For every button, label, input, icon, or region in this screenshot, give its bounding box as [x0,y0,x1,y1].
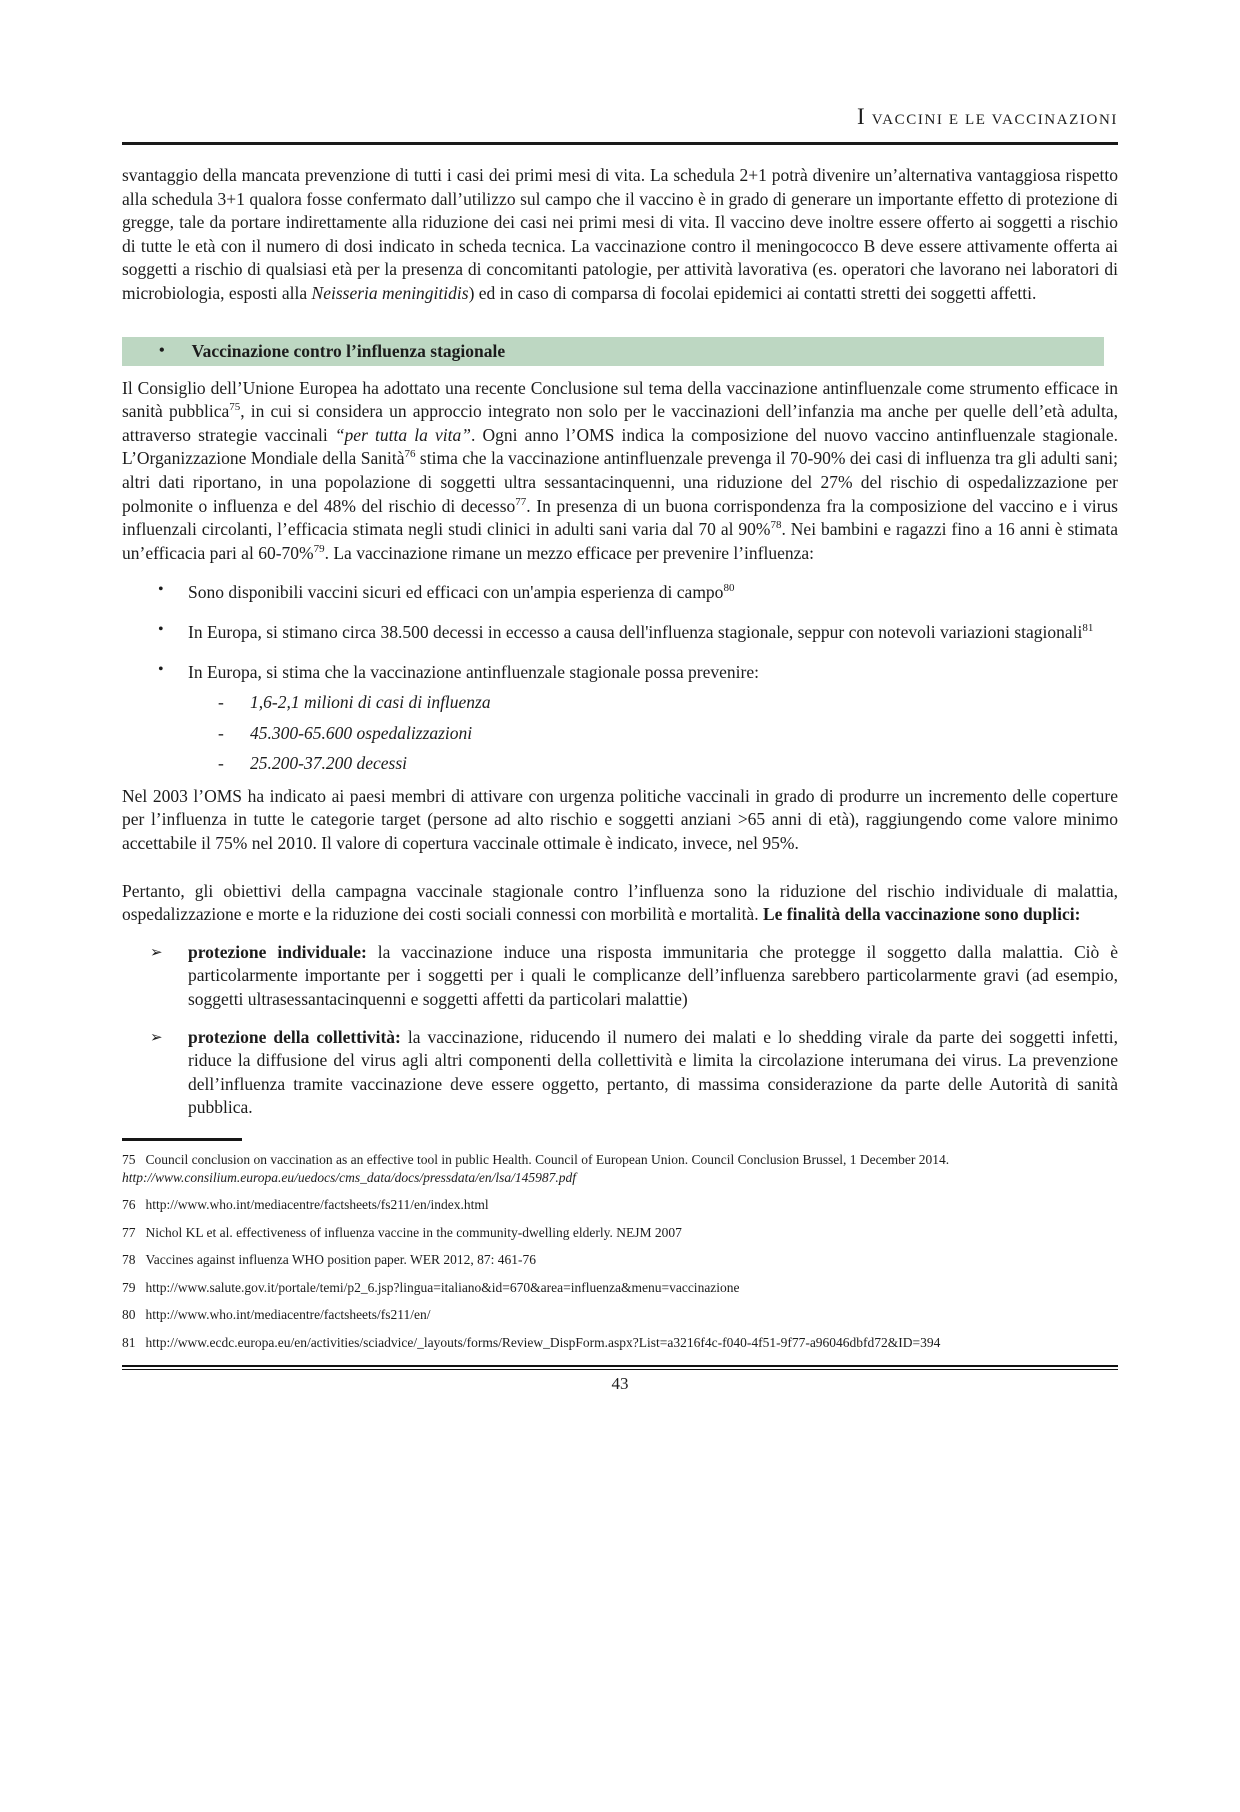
list-item [122,1026,1118,1120]
footnote-number: 77 [122,1224,136,1240]
running-header [122,104,1118,130]
footnote-text: http://www.salute.gov.it/portale/temi/p2_6.jsp?lingua=italiano&id=670&area=influenza&menu=vaccinazione [145,1279,740,1295]
header-rule [122,142,1118,145]
bullet-text: Sono disponibili vaccini sicuri ed efficaci con un'ampia esperienza di campo$^{80}$ [188,582,735,603]
list-item [122,752,1118,776]
paragraph-consiglio-ue: Il Consiglio dell’Unione Europea ha adottato una recente Conclusione sul tema della vaccinazione antinfluenzale come strumento efficace in sanità pubblica$^{75}$, in cui si considera un approccio integrato non solo per le vaccinazioni dell’infanzia ma anche per quelle dell’età adulta, attraverso strategie vaccinali “per tutta la vita”. Ogni anno l’OMS indica la composizione del nuovo vaccino antinfluenzale stagionale. L’Organizzazione Mondiale della Sanità$^{76}$ stima che la vaccinazione antinfluenzale prevenga il 70-90% dei casi di influenza tra gli adulti sani; altri dati riportano, in una popolazione di soggetti ultra sessantacinquenni, una riduzione del 27% del rischio di ospedalizzazione per polmonite o influenza e del 48% del rischio di decesso$^{77}$. In presenza di un buona corrispondenza fra la composizione del vaccino e i virus influenzali circolanti, l’efficacia stimata negli studi clinici in adulti sani varia dal 70 al 90%$^{78}$. Nei bambini e ragazzi fino a 16 anni è stimata un’efficacia pari al 60-70%$^{79}$. La vaccinazione rimane un mezzo efficace per prevenire l’influenza: [122,377,1119,563]
dash-text: 1,6-2,1 milioni di casi di influenza [250,692,491,713]
dash-text: 45.300-65.600 ospedalizzazioni [250,722,473,743]
footnote-number: 81 [122,1334,136,1350]
footnote-text: Nichol KL et al. effectiveness of influenza vaccine in the community-dwelling elderly. NEJM 2007 [145,1224,682,1240]
list-item [122,691,1118,715]
arrow-text: protezione individuale: la vaccinazione induce una risposta immunitaria che protegge il soggetto dalla malattia. Ciò è particolarmente importante per i soggetti per i quali le complicanze dell’influenza sarebbero particolarmente gravi (ad esempio, soggetti ultrasessantacinquenni e soggetti affetti da particolari malattie) [188,941,1118,1010]
dash-icon: - [218,753,224,774]
arrow-icon: ➢ [150,944,163,961]
footnote-number: 79 [122,1279,136,1295]
arrow-text: protezione della collettività: la vaccinazione, riducendo il numero dei malati e lo shedding virale da parte dei soggetti infetti, riduce la diffusione del virus agli altri componenti della collettività e limita la circolazione interumana dei virus. La prevenzione dell’influenza tramite vaccinazione deve essere oggetto, pertanto, di massima considerazione da parte delle Autorità di sanità pubblica. [188,1026,1118,1118]
paragraph-obiettivi: Pertanto, gli obiettivi della campagna vaccinale stagionale contro l’influenza sono la riduzione del rischio individuale di malattia, ospedalizzazione e morte e la riduzione dei costi sociali connessi con morbilità e mortalità. Le finalità della vaccinazione sono duplici: [122,880,1118,925]
list-item [122,661,1118,685]
list-item [122,581,1118,605]
bullet-list [122,581,1118,684]
arrow-icon: ➢ [150,1029,163,1046]
footer-rule [122,1365,1118,1370]
footnote-text: Council conclusion on vaccination as an effective tool in public Health. Council of European Union. Council Conclusion Brussel, 1 December 2014. http://www.consilium.europa.eu/uedocs/cms_data/docs/pressdata/en/lsa/145987.pdf [122,1152,950,1185]
footnotes-section [122,1151,1118,1351]
footnote [122,1196,1118,1214]
arrow-list [122,941,1118,1120]
paragraph-meningococco: svantaggio della mancata prevenzione di tutti i casi dei primi mesi di vita. La schedula 2+1 potrà divenire un’alternativa vantaggiosa rispetto alla schedula 3+1 qualora fosse confermato dall’utilizzo sul campo che il vaccino è in grado di generare un importante effetto di protezione di gregge, tale da portare indirettamente alla riduzione dei casi nei primi mesi di vita. Il vaccino deve inoltre essere offerto ai soggetti a rischio di tutte le età con il numero di dosi indicato in scheda tecnica. La vaccinazione contro il meningococco B deve essere attivamente offerta ai soggetti a rischio di qualsiasi età per la presenza di concomitanti patologie, per attività lavorativa (es. operatori che lavorano nei laboratori di microbiologia, esposti alla Neisseria meningitidis) ed in caso di comparsa di focolai epidemici ai contatti stretti dei soggetti affetti. [122,165,1118,303]
dash-icon: - [218,722,224,743]
footnote-text: http://www.ecdc.europa.eu/en/activities/sciadvice/_layouts/forms/Review_DispForm.aspx?List=a3216f4c-f040-4f51-9f77-a96046dbfd72&ID=394 [145,1334,941,1350]
footnote [122,1251,1118,1269]
list-item [122,941,1118,1012]
footnote-text: http://www.who.int/mediacentre/factsheets/fs211/en/ [145,1307,431,1322]
section-title: Vaccinazione contro l’influenza stagionale [191,340,506,361]
footnote [122,1151,1118,1186]
footnote-number: 76 [122,1197,136,1212]
chapter-initial: I [856,104,867,129]
bullet-icon: • [158,660,164,678]
list-item [122,621,1118,645]
footnote [122,1306,1118,1324]
dash-sublist [122,691,1118,776]
document-page [0,104,1240,1394]
footnote-number: 80 [122,1307,136,1322]
paragraph-oms-2003: Nel 2003 l’OMS ha indicato ai paesi membri di attivare con urgenza politiche vaccinali in grado di produrre un incremento delle coperture per l’influenza in tutte le categorie target (persone ad alto rischio e soggetti anziani >65 anni di età), raggiungendo come valore minimo accettabile il 75% nel 2010. Il valore di copertura vaccinale ottimale è indicato, invece, nel 95%. [122,785,1118,854]
footnote-number: 75 [122,1152,136,1167]
footnote-text: Vaccines against influenza WHO position paper. WER 2012, 87: 461-76 [145,1252,537,1267]
bullet-icon: • [158,581,164,599]
footnote [122,1224,1118,1242]
section-header-bar [122,337,1104,366]
bullet-text: In Europa, si stima che la vaccinazione antinfluenzale stagionale possa prevenire: [188,661,759,682]
footnote [122,1334,1118,1352]
bullet-text: In Europa, si stimano circa 38.500 decessi in eccesso a causa dell'influenza stagionale, seppur con notevoli variazioni stagionali$^{81}$ [188,621,1094,642]
dash-icon: - [218,692,224,713]
footnote [122,1279,1118,1297]
bullet-icon: • [158,620,164,638]
page-number: 43 [611,1374,629,1393]
footnote-separator [122,1138,242,1141]
chapter-title: VACCINI E LE VACCINAZIONI [866,112,1118,128]
list-item [122,722,1118,746]
footnote-text: http://www.who.int/mediacentre/factsheets/fs211/en/index.html [145,1197,489,1212]
footnote-number: 78 [122,1252,136,1267]
dash-text: 25.200-37.200 decessi [250,753,407,774]
section-bullet-icon: • [159,342,165,360]
